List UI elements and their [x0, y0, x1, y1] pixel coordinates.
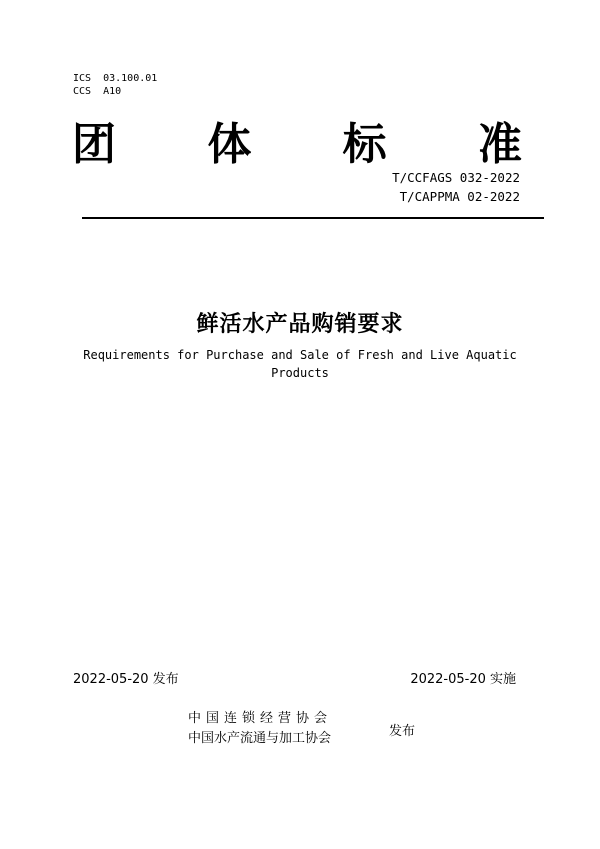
standard-number-2: T/CAPPMA 02-2022 — [399, 189, 520, 204]
title-char-2: 体 — [207, 119, 252, 170]
publish-label: 发布 — [389, 724, 416, 739]
issuer-1: 中国连锁经营协会 — [188, 711, 333, 726]
ccs-code: CCS A10 — [73, 86, 122, 97]
release-date: 2022-05-20 发布 — [73, 672, 179, 687]
standard-numbers — [392, 168, 520, 206]
document-title-en — [70, 346, 530, 382]
issuing-organizations — [188, 709, 332, 749]
title-en-line-2: Products — [271, 366, 329, 380]
issuer-2: 中国水产流通与加工协会 — [188, 731, 332, 746]
standard-number-1: T/CCFAGS 032-2022 — [392, 170, 520, 185]
document-title-cn: 鲜活水产品购销要求 — [196, 312, 404, 337]
title-char-3: 标 — [342, 119, 387, 170]
implement-date: 2022-05-20 实施 — [410, 672, 516, 687]
title-en-line-1: Requirements for Purchase and Sale of Fresh and Live Aquatic — [83, 348, 517, 362]
header-divider — [82, 217, 544, 219]
classification-block — [73, 72, 157, 98]
document-type-title — [72, 112, 522, 168]
title-char-4: 准 — [477, 119, 522, 170]
title-char-1: 团 — [72, 119, 116, 170]
ics-code: ICS 03.100.01 — [73, 73, 158, 84]
